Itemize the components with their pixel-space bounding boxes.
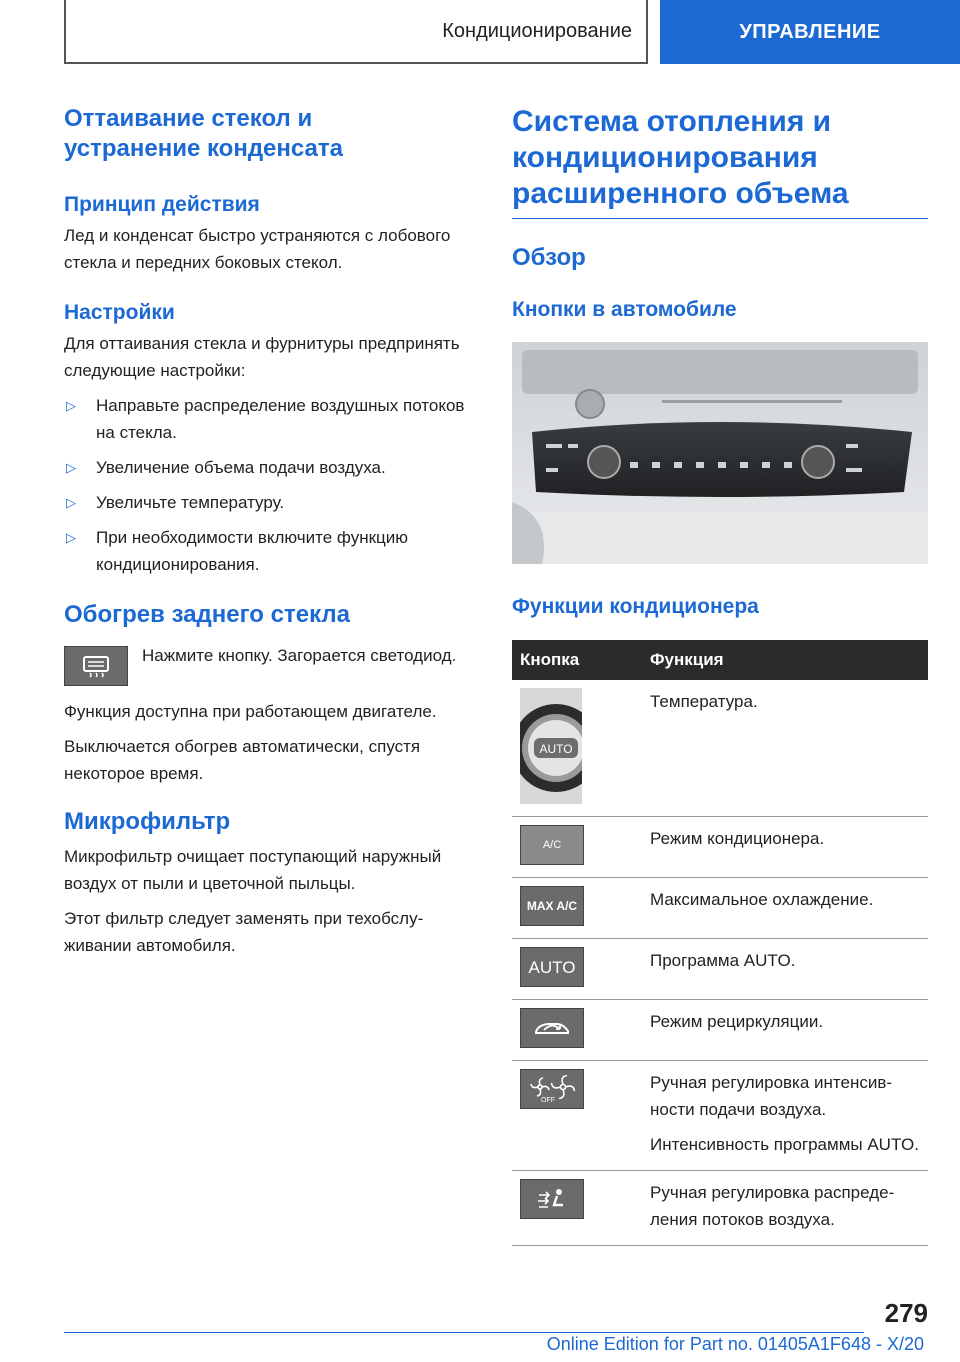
rear-window-note-1: Функция доступна при работающем двигателе. xyxy=(64,702,437,721)
function-text: Режим рециркуляции. xyxy=(650,1012,824,1031)
function-cell xyxy=(642,817,928,878)
rear-defrost-button-icon xyxy=(64,646,128,686)
table-row xyxy=(512,1000,928,1061)
button-cell xyxy=(512,1061,642,1171)
auto-button-icon: AUTO xyxy=(520,947,584,987)
temperature-knob-icon xyxy=(520,688,582,804)
function-cell xyxy=(642,939,928,1000)
function-text: Ручная регулировка интенсивности подачи воздуха. xyxy=(650,1073,893,1119)
table-header-row xyxy=(512,640,928,680)
settings-title: Настройки xyxy=(64,301,175,324)
left-column xyxy=(64,104,484,959)
bullet-triangle-icon: ▷ xyxy=(66,530,76,545)
fan-speed-icon xyxy=(520,1069,584,1109)
principle-title: Принцип действия xyxy=(64,193,260,216)
column-header-button: Кнопка xyxy=(512,640,642,680)
header-section-title: Кондиционирование xyxy=(442,19,632,42)
header-chapter-label: УПРАВЛЕНИЕ xyxy=(739,20,881,43)
function-cell xyxy=(642,1000,928,1061)
rear-window-row xyxy=(64,642,484,686)
header-section-title-box xyxy=(64,0,648,64)
function-text: Максимальное охлаждение. xyxy=(650,890,874,909)
title-rule xyxy=(512,218,928,219)
functions-title: Функции кондиционера xyxy=(512,595,759,618)
table-row xyxy=(512,1171,928,1246)
table-row xyxy=(512,939,928,1000)
function-text: Программа AUTO. xyxy=(650,951,796,970)
buttons-title: Кнопки в автомобиле xyxy=(512,298,737,321)
table-row xyxy=(512,680,928,817)
climate-panel-photo xyxy=(512,342,928,564)
function-text: Ручная регулировка распределения потоков воздуха. xyxy=(650,1183,895,1229)
button-cell xyxy=(512,1000,642,1061)
list-item-text: Направьте распределение воздушных потоков на стекла. xyxy=(96,396,465,442)
bullet-triangle-icon: ▷ xyxy=(66,398,76,413)
list-item-text: Увеличьте температуру. xyxy=(96,493,285,512)
function-cell xyxy=(642,878,928,939)
list-item xyxy=(64,524,484,578)
list-item xyxy=(64,454,484,481)
table-row xyxy=(512,878,928,939)
settings-intro: Для оттаивания стекла и фурнитуры предпринять следующие настройки: xyxy=(64,334,460,380)
system-title: Система отопления и кондиционирования расширенного объема xyxy=(512,105,849,210)
function-text: Режим кондиционера. xyxy=(650,829,825,848)
edition-text: Online Edition for Part no. 01405A1F648 - X/20 xyxy=(546,1334,924,1354)
function-cell xyxy=(642,1061,928,1171)
list-item-text: Увеличение объема подачи воздуха. xyxy=(96,458,386,477)
button-cell xyxy=(512,878,642,939)
temperature-knob-label: AUTO xyxy=(539,742,573,756)
footer-rule xyxy=(64,1332,864,1333)
ac-button-icon: A/C xyxy=(520,825,584,865)
function-cell xyxy=(642,1171,928,1246)
microfilter-title: Микрофильтр xyxy=(64,808,231,835)
rear-window-text: Нажмите кнопку. Загорается светодиод. xyxy=(142,646,457,665)
bullet-triangle-icon: ▷ xyxy=(66,495,76,510)
list-item xyxy=(64,489,484,516)
list-item-text: При необходимости включите функцию кондиционирования. xyxy=(96,528,409,574)
table-row xyxy=(512,1061,928,1171)
column-header-function: Функция xyxy=(642,640,928,680)
max-ac-button-icon: MAX A/C xyxy=(520,886,584,926)
microfilter-text-2: Этот фильтр следует заменять при техобслуживании автомобиля. xyxy=(64,909,424,955)
microfilter-text-1: Микрофильтр очищает поступающий наружный воздух от пыли и цветочной пыльцы. xyxy=(64,847,442,893)
air-distribution-icon xyxy=(520,1179,584,1219)
button-cell xyxy=(512,680,642,817)
recirculation-icon xyxy=(520,1008,584,1048)
defrost-title: Оттаивание стекол и устранение конденсата xyxy=(64,105,343,162)
button-cell xyxy=(512,817,642,878)
function-text: Температура. xyxy=(650,692,758,711)
button-cell xyxy=(512,1171,642,1246)
right-column xyxy=(512,104,928,323)
fan-off-label: OFF xyxy=(541,1097,555,1103)
overview-title: Обзор xyxy=(512,244,586,271)
page-number: 279 xyxy=(884,1298,928,1328)
rear-window-note-2: Выключается обогрев автоматически, спустя некоторое время. xyxy=(64,737,421,783)
list-item xyxy=(64,392,484,446)
settings-list xyxy=(64,392,484,578)
bullet-triangle-icon: ▷ xyxy=(66,460,76,475)
function-text: Интенсивность программы AUTO. xyxy=(650,1135,919,1154)
principle-text: Лед и конденсат быстро устраняются с лобового стекла и передних боковых стекол. xyxy=(64,226,451,272)
header-chapter-tab[interactable] xyxy=(660,0,960,64)
function-cell xyxy=(642,680,928,817)
table-row xyxy=(512,817,928,878)
button-cell xyxy=(512,939,642,1000)
functions-table xyxy=(512,640,928,1246)
rear-window-title: Обогрев заднего стекла xyxy=(64,601,350,628)
